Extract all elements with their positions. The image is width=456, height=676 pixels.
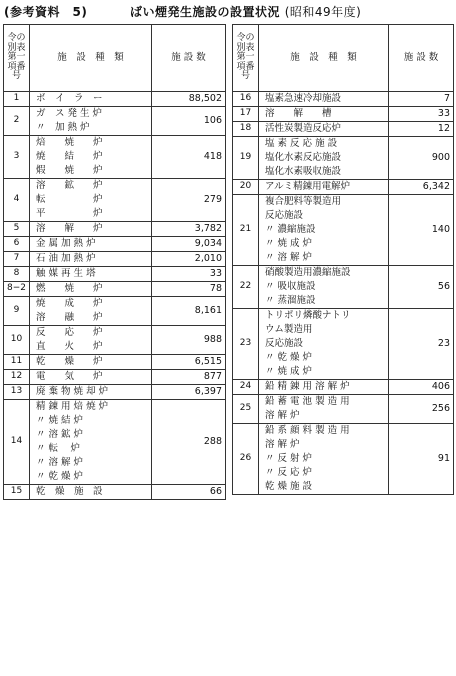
facility-count: 6,515 [152, 355, 226, 370]
facility-type-line: 塩 素 反 応 施 設 [265, 138, 338, 149]
item-number: 8−2 [4, 282, 30, 297]
facility-type-line: 燃 焼 炉 [36, 283, 103, 294]
item-number: 11 [4, 355, 30, 370]
item-number: 16 [233, 92, 259, 107]
table-row [233, 395, 454, 424]
facility-count: 418 [152, 136, 226, 179]
item-number: 13 [4, 385, 30, 400]
table-row [4, 282, 226, 297]
facility-type [30, 326, 152, 355]
facility-type-line: 煆 焼 炉 [36, 165, 103, 176]
facility-type [30, 355, 152, 370]
facility-type-line: 鉛 精 錬 用 溶 解 炉 [265, 381, 350, 392]
item-number: 17 [233, 107, 259, 122]
item-number: 25 [233, 395, 259, 424]
facility-type-line: 〃 焼 成 炉 [265, 366, 313, 377]
facility-type [30, 179, 152, 222]
table-row [4, 267, 226, 282]
facility-type [30, 222, 152, 237]
facility-count: 256 [389, 395, 454, 424]
table-header-row [4, 25, 226, 92]
facility-type-line: 焼 成 炉 [36, 298, 103, 309]
facility-type [30, 485, 152, 500]
facility-count: 8,161 [152, 297, 226, 326]
facility-type-line: 〃 加 熱 炉 [36, 122, 90, 133]
table-row [233, 107, 454, 122]
facility-type-line: 塩化水素吸収施設 [265, 166, 342, 177]
item-number: 8 [4, 267, 30, 282]
facility-count: 279 [152, 179, 226, 222]
col-header-count: 施 設 数 [389, 25, 454, 92]
facility-type-line: 〃 乾 燥 炉 [265, 352, 313, 363]
facility-type-line: 反応施設 [265, 338, 304, 349]
item-number: 21 [233, 195, 259, 266]
title-text: ばい煙発生施設の設置状況 [130, 5, 281, 19]
table-row [4, 297, 226, 326]
item-number: 15 [4, 485, 30, 500]
facility-type-line: 活性炭製造反応炉 [265, 123, 342, 134]
item-number: 20 [233, 180, 259, 195]
table-row [4, 355, 226, 370]
facility-type-line: 乾 燥 施 設 [265, 481, 313, 492]
page-header [4, 3, 452, 23]
facility-type-line: 平 炉 [36, 208, 103, 219]
facility-type-line: 転 炉 [36, 194, 103, 205]
facility-type-line: アルミ精錬用電解炉 [265, 181, 351, 192]
table-row [4, 179, 226, 222]
item-number: 1 [4, 92, 30, 107]
facility-type [30, 400, 152, 485]
facility-type-line: 直 火 炉 [36, 341, 103, 352]
item-number: 24 [233, 380, 259, 395]
facility-count: 900 [389, 137, 454, 180]
table-row [233, 137, 454, 180]
item-number: 18 [233, 122, 259, 137]
facility-type-line: 反 応 炉 [36, 327, 103, 338]
facility-type [30, 107, 152, 136]
facility-type-line: 焙 焼 炉 [36, 137, 103, 148]
facility-type-line: 〃 溶 鉱 炉 [36, 429, 84, 440]
col-header-count: 施 設 数 [152, 25, 226, 92]
facility-count: 106 [152, 107, 226, 136]
table-row [4, 385, 226, 400]
facility-count: 877 [152, 370, 226, 385]
col-header-name: 施 設 種 類 [259, 25, 389, 92]
title-year: (昭和49年度) [284, 5, 362, 19]
item-number: 9 [4, 297, 30, 326]
table-row [4, 252, 226, 267]
facility-count: 6,397 [152, 385, 226, 400]
facility-count: 9,034 [152, 237, 226, 252]
item-number: 26 [233, 424, 259, 495]
table-row [4, 222, 226, 237]
facility-type-line: 溶 解 槽 [265, 108, 332, 119]
facility-type-line: 〃 蒸溜施設 [265, 295, 316, 306]
page-title [130, 3, 361, 20]
table-row [233, 92, 454, 107]
facility-count: 33 [152, 267, 226, 282]
facility-type-line: 塩化水素反応施設 [265, 152, 342, 163]
facility-type-line: 乾 燥 施 設 [36, 486, 103, 497]
facility-type-line: ウム製造用 [265, 324, 313, 335]
facility-count: 78 [152, 282, 226, 297]
item-number: 10 [4, 326, 30, 355]
facility-type-line: 複合肥料等製造用 [265, 196, 342, 207]
facility-type-line: 溶 鉱 炉 [36, 180, 103, 191]
facility-count: 12 [389, 122, 454, 137]
facility-type-line: 〃 吸収施設 [265, 281, 316, 292]
facility-count: 23 [389, 309, 454, 380]
facility-type-line: 溶 解 炉 [36, 223, 103, 234]
facility-type [30, 237, 152, 252]
table-header-row [233, 25, 454, 92]
facility-type [259, 424, 389, 495]
facility-type [259, 380, 389, 395]
table-row [233, 424, 454, 495]
facility-type-line: 電 気 炉 [36, 371, 103, 382]
facility-type-line: 廃 棄 物 焼 却 炉 [36, 386, 109, 397]
item-number: 3 [4, 136, 30, 179]
facility-type [259, 266, 389, 309]
item-number: 22 [233, 266, 259, 309]
item-number: 7 [4, 252, 30, 267]
facility-type [30, 370, 152, 385]
facility-type-line: 溶 解 炉 [265, 410, 300, 421]
item-number: 12 [4, 370, 30, 385]
facility-type [30, 136, 152, 179]
table-row [4, 370, 226, 385]
col-header-no: 令の別表第一項番号 [233, 25, 259, 92]
item-number: 4 [4, 179, 30, 222]
item-number: 14 [4, 400, 30, 485]
reference-label: (参考資料 5) [4, 5, 88, 19]
facility-type-line: 触 媒 再 生 塔 [36, 268, 96, 279]
facility-count: 140 [389, 195, 454, 266]
table-row [233, 309, 454, 380]
facility-count: 288 [152, 400, 226, 485]
col-header-name: 施 設 種 類 [30, 25, 152, 92]
table-row [233, 266, 454, 309]
item-number: 2 [4, 107, 30, 136]
facility-type-line: 石 油 加 熱 炉 [36, 253, 96, 264]
facility-type-line: 〃 反 応 炉 [265, 467, 313, 478]
facility-type-line: 溶 融 炉 [36, 312, 103, 323]
facility-type [30, 267, 152, 282]
table-row [233, 180, 454, 195]
table-row [4, 400, 226, 485]
facility-type-line: 鉛 蓄 電 池 製 造 用 [265, 396, 350, 407]
facility-type-line: 反応施設 [265, 210, 304, 221]
facility-type [259, 107, 389, 122]
facility-type-line: 焼 結 炉 [36, 151, 103, 162]
facility-table-left [3, 24, 226, 500]
facility-type [259, 180, 389, 195]
facility-type-line: 〃 乾 燥 炉 [36, 471, 84, 482]
table-row [4, 237, 226, 252]
facility-type-line: ガ ス 発 生 炉 [36, 108, 103, 119]
facility-type [259, 195, 389, 266]
table-row [4, 107, 226, 136]
facility-type [30, 252, 152, 267]
facility-type-line: 金 属 加 熱 炉 [36, 238, 96, 249]
facility-type-line: 精 錬 用 焙 焼 炉 [36, 401, 109, 412]
item-number: 5 [4, 222, 30, 237]
facility-type-line: ボ イ ラ ー [36, 93, 103, 104]
facility-type [30, 385, 152, 400]
facility-type-line: 硝酸製造用濃縮施設 [265, 267, 351, 278]
facility-type-line: 〃 溶 解 炉 [36, 457, 84, 468]
table-row [4, 92, 226, 107]
facility-type-line: 〃 濃縮施設 [265, 224, 316, 235]
table-row [233, 122, 454, 137]
facility-type [259, 137, 389, 180]
table-row [4, 136, 226, 179]
item-number: 23 [233, 309, 259, 380]
facility-count: 91 [389, 424, 454, 495]
facility-count: 33 [389, 107, 454, 122]
facility-type [30, 282, 152, 297]
facility-type [30, 92, 152, 107]
facility-type [259, 309, 389, 380]
facility-count: 988 [152, 326, 226, 355]
facility-type-line: 〃 焼 成 炉 [265, 238, 313, 249]
facility-count: 6,342 [389, 180, 454, 195]
item-number: 19 [233, 137, 259, 180]
facility-count: 406 [389, 380, 454, 395]
facility-count: 7 [389, 92, 454, 107]
facility-count: 56 [389, 266, 454, 309]
facility-table-right [232, 24, 454, 495]
item-number: 6 [4, 237, 30, 252]
facility-count: 66 [152, 485, 226, 500]
facility-type [30, 297, 152, 326]
facility-type-line: 〃 転 炉 [36, 443, 81, 454]
facility-type-line: 塩素急速冷却施設 [265, 93, 342, 104]
facility-type [259, 122, 389, 137]
facility-type-line: 溶 解 炉 [265, 439, 300, 450]
facility-type-line: 鉛 系 顔 料 製 造 用 [265, 425, 350, 436]
table-row [4, 326, 226, 355]
table-row [233, 380, 454, 395]
facility-type-line: 〃 焼 結 炉 [36, 415, 84, 426]
table-row [4, 485, 226, 500]
facility-count: 88,502 [152, 92, 226, 107]
facility-type [259, 92, 389, 107]
facility-type-line: 〃 反 射 炉 [265, 453, 313, 464]
facility-count: 3,782 [152, 222, 226, 237]
facility-type-line: 〃 溶 解 炉 [265, 252, 313, 263]
table-row [233, 195, 454, 266]
facility-type [259, 395, 389, 424]
facility-type-line: トリポリ燐酸ナトリ [265, 310, 351, 321]
col-header-no: 令の別表第一項番号 [4, 25, 30, 92]
facility-type-line: 乾 燥 炉 [36, 356, 103, 367]
facility-count: 2,010 [152, 252, 226, 267]
